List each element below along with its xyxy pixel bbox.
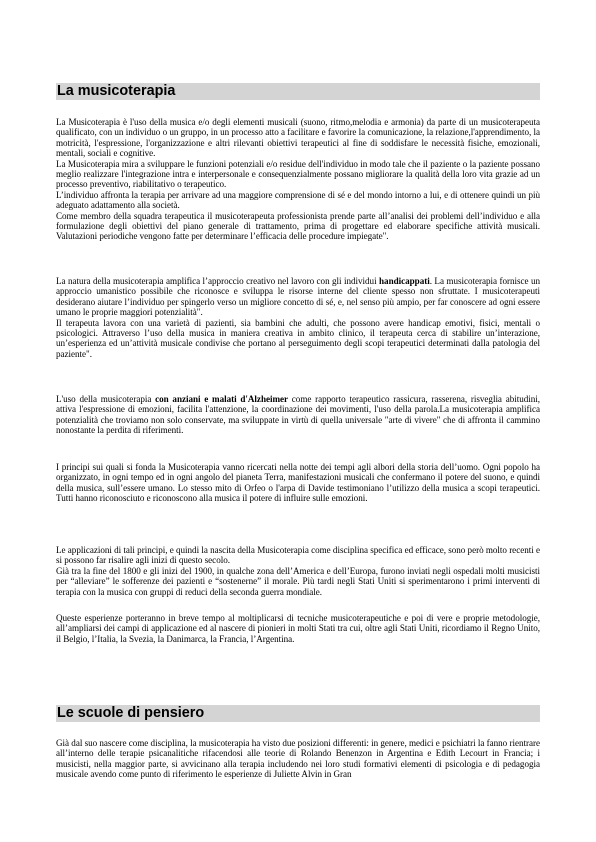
paragraph-applications: Le applicazioni di tali principi, e quindi la nascita della Musicoterapia come disciplina specifica ed efficace, sono però molto recenti e si possono far risalire agli inizi di questo secolo. xyxy=(56,545,540,566)
paragraph-handicap-after: . La musicoterapia fornisce un approccio umanistico possibile che riconosce e sviluppa le risorse interne del cliente spesso non sfruttate. I musicoterapeuti desiderano aiutare l’individuo per spingerlo verso un migliore concetto di sé, e, nel senso più ampio, per far conoscere ad ogni essere umano le proprie maggiori potenzialità". xyxy=(56,276,541,318)
paragraph-alzheimer xyxy=(56,394,540,436)
paragraph-handicap-before: La natura della musicoterapia amplifica l’approccio creativo nel lavoro con gli individui xyxy=(56,276,380,286)
paragraph-history: Già tra la fine del 1800 e gli inizi del 1900, in qualche zona dell’America e dell’Europa, furono inviati negli ospedali molti musicisti per “alleviare” le sofferenze dei pazienti e “sostenerne” il morale. Più tardi negli Stati Uniti si sperimentarono i primi interventi di terapia con la musica con gruppi di reduci della seconda guerra mondiale. xyxy=(56,565,540,597)
paragraph-alzheimer-before: L'uso della musicoterapia xyxy=(56,394,156,404)
section-heading-scuole-di-pensiero: Le scuole di pensiero xyxy=(56,705,540,722)
paragraph-team: Come membro della squadra terapeutica il musicoterapeuta professionista prende parte all’analisi dei problemi dell’individuo e alla formulazione degli obiettivi del piano generale di trattamento, prima di progettare ed elaborare specifiche attività musicali. Valutazioni periodiche vengono fatte per determinare l’efficacia delle procedure impiegate". xyxy=(56,210,540,242)
paragraph-therapist: Il terapeuta lavora con una varietà di pazienti, sia bambini che adulti, che possono avere handicap emotivi, fisici, mentali o psicologici. Attraverso l’uso della musica in maniera creativa in ambito clinico, il terapeuta cerca di stabilire un’interazione, un’esperienza ed un’attività musicale condivise che portano al perseguimento degli scopi terapeutici determinati dalla patologia del paziente". xyxy=(56,317,540,359)
paragraph-principles: I principi sui quali si fonda la Musicoterapia vanno ricercati nella notte dei tempi agli albori della storia dell’uomo. Ogni popolo ha organizzato, in ogni tempo ed in ogni angolo del pianeta Terra, manifestazioni musicali che confermano il potere del suono, e quindi della musica, sull’essere umano. Lo stesso mito di Orfeo o l'arpa di Davide testimoniano l’utilizzo della musica a scopi terapeutici. Tutti hanno riconosciuto e riconoscono alla musica il potere di influire sulle emozioni. xyxy=(56,462,540,504)
paragraph-alzheimer-bold: con anziani e malati d'Alzheimer xyxy=(155,394,289,404)
paragraph-aims: La Musicoterapia mira a sviluppare le funzioni potenziali e/o residue dell'individuo in modo tale che il paziente o la paziente possano meglio realizzare l'integrazione intra e interpersonale e consequenzialmente possano migliorare la qualità della loro vita grazie ad un processo preventivo, riabilitativo o terapeutico. xyxy=(56,158,540,190)
paragraph-handicap-bold: handicappati xyxy=(379,276,430,286)
paragraph-block-handicap xyxy=(56,276,540,359)
paragraph-block-intro xyxy=(56,117,540,242)
paragraph-schools: Già dal suo nascere come disciplina, la musicoterapia ha visto due posizioni differenti: in genere, medici e psichiatri la fanno rientrare all’interno delle terapie psicanalitiche rifacendosi alle teorie di Rolando Benenzon in Argentina e Edith Lecourt in Francia; i musicisti, nella maggior parte, si avvicinano alla terapia includendo nei loro studi formativi elementi di psicologia e di pedagogia musicale avendo come punto di riferimento le esperienze di Juliette Alvin in Gran xyxy=(56,738,540,780)
paragraph-definition: La Musicoterapia è l'uso della musica e/o degli elementi musicali (suono, ritmo,melodia e armonia) da parte di un musicoterapeuta qualificato, con un individuo o un gruppo, in un processo atto a facilitare e favorire la comunicazione, la relazione,l'apprendimento, la motricità, l'espressione, l'organizzazione e altri rilevanti obiettivi terapeutici al fine di soddisfare le necessità fisiche, emozionali, mentali, sociali e cognitive. xyxy=(56,117,540,159)
paragraph-individual: L’individuo affronta la terapia per arrivare ad una maggiore comprensione di sé e del mondo intorno a lui, e di ottenere quindi un più adeguato adattamento alla società. xyxy=(56,189,540,211)
paragraph-alzheimer-after: come rapporto terapeutico rassicura, rasserena, risveglia abitudini, attiva l'espressione di emozioni, facilita l'attenzione, la coordinazione dei movimenti, l'uso della parola.La musicoterapia amplifica potenzialità che troviamo non solo conservate, ma sviluppate in virtù di quella universale "arte di vivere" che di affronta il cammino nonostante la perdita di riferimenti. xyxy=(56,394,541,436)
paragraph-methodologies: Queste esperienze porteranno in breve tempo al moltiplicarsi di tecniche musicoterapeutiche e poi di vere e proprie metodologie, all’ampliarsi dei campi di applicazione ed al nascere di pionieri in molti Stati tra cui, oltre agli Stati Uniti, ricordiamo il Regno Unito, il Belgio, l’Italia, la Svezia, la Danimarca, la Francia, l’Argentina. xyxy=(56,613,540,644)
paragraph-block-history xyxy=(56,545,540,597)
section-heading-musicoterapia: La musicoterapia xyxy=(56,83,540,100)
